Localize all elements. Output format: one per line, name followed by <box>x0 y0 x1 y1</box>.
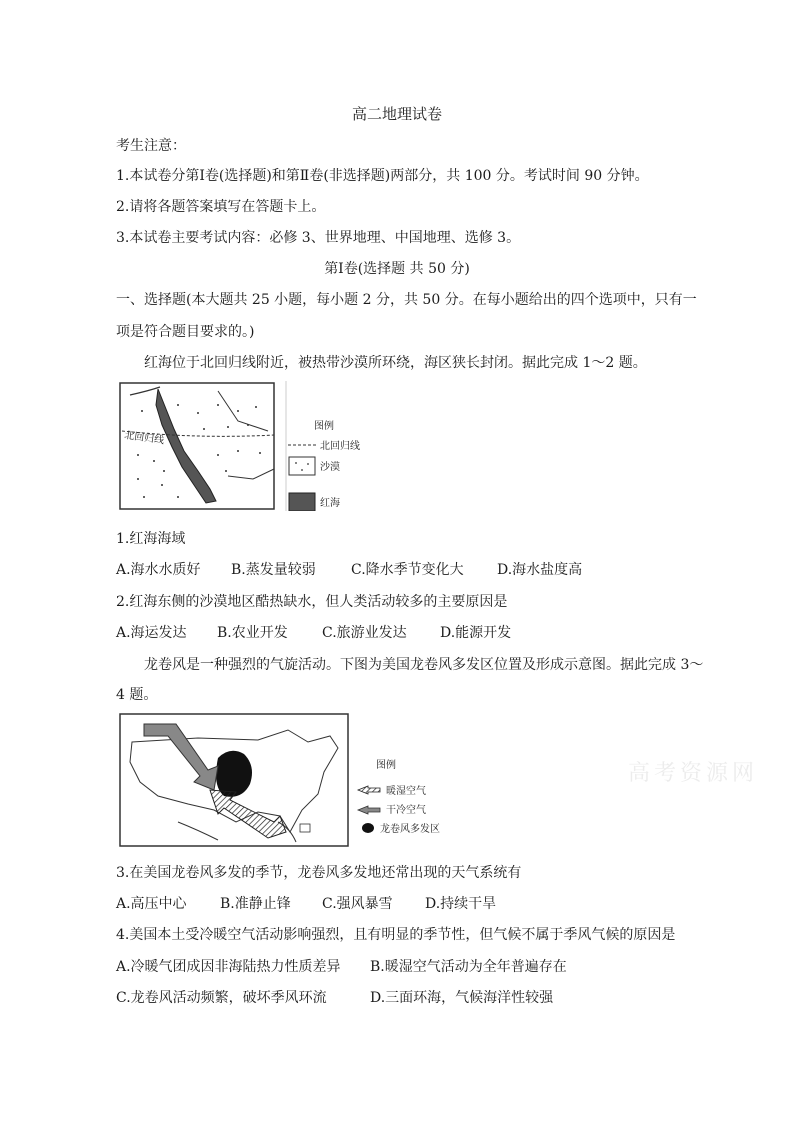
group1-stem: 红海位于北回归线附近，被热带沙漠所环绕，海区狭长封闭。据此完成 1～2 题。 <box>144 355 647 371</box>
legend-title: 图例 <box>314 421 334 432</box>
question-3-option-b[interactable]: B.准静止锋 <box>220 896 291 912</box>
question-1-option-b[interactable]: B.蒸发量较弱 <box>231 562 316 578</box>
notice-item: 3.本试卷主要考试内容：必修 3、世界地理、中国地理、选修 3。 <box>116 230 521 246</box>
question-4-option-a[interactable]: A.冷暖气团成因非海陆热力性质差异 <box>116 959 341 975</box>
red-sea-map <box>118 381 394 511</box>
legend-item-cold: 干冷空气 <box>386 805 426 816</box>
part-intro: 项是符合题目要求的。) <box>116 324 255 340</box>
question-2-option-a[interactable]: A.海运发达 <box>116 625 187 641</box>
question-2-stem: 2.红海东侧的沙漠地区酷热缺水，但人类活动较多的主要原因是 <box>116 594 508 610</box>
notice-item: 1.本试卷分第Ⅰ卷(选择题)和第Ⅱ卷(非选择题)两部分，共 100 分。考试时间 90 分钟。 <box>116 168 649 184</box>
notice-heading: 考生注意： <box>116 138 186 154</box>
question-4-stem: 4.美国本土受冷暖空气活动影响强烈，且有明显的季节性，但气候不属于季风气候的原因是 <box>116 927 676 943</box>
tropic-label: 北回归线 <box>123 430 165 447</box>
question-2-option-d[interactable]: D.能源开发 <box>440 625 512 641</box>
notice-item: 2.请将各题答案填写在答题卡上。 <box>116 199 326 215</box>
question-2-option-c[interactable]: C.旅游业发达 <box>322 625 407 641</box>
group2-stem: 龙卷风是一种强烈的气旋活动。下图为美国龙卷风多发区位置及形成示意图。据此完成 3～ <box>144 657 704 673</box>
question-3-stem: 3.在美国龙卷风多发的季节，龙卷风多发地还常出现的天气系统有 <box>116 865 522 881</box>
legend-item-redsea: 红海 <box>320 498 340 509</box>
question-1-option-c[interactable]: C.降水季节变化大 <box>351 562 464 578</box>
question-4-option-c[interactable]: C.龙卷风活动频繁，破坏季风环流 <box>116 990 327 1006</box>
group2-stem-cont: 4 题。 <box>116 687 158 703</box>
section-title: 第Ⅰ卷(选择题 共 50 分) <box>324 261 470 277</box>
question-4-option-d[interactable]: D.三面环海，气候海洋性较强 <box>370 990 554 1006</box>
question-3-option-a[interactable]: A.高压中心 <box>116 896 187 912</box>
part-intro: 一、选择题(本大题共 25 小题，每小题 2 分，共 50 分。在每小题给出的四个选项中，只有一 <box>116 292 697 308</box>
question-3-option-c[interactable]: C.强风暴雪 <box>322 896 393 912</box>
legend-item-warm: 暖湿空气 <box>386 786 426 797</box>
question-1-option-d[interactable]: D.海水盐度高 <box>497 562 583 578</box>
question-3-option-d[interactable]: D.持续干旱 <box>425 896 497 912</box>
legend-item-tropic: 北回归线 <box>320 441 360 452</box>
legend-title: 图例 <box>376 760 396 771</box>
question-1-option-a[interactable]: A.海水水质好 <box>116 562 201 578</box>
question-1-stem: 1.红海海域 <box>116 531 186 547</box>
watermark: 高考资源网 <box>628 761 759 786</box>
us-tornado-map <box>118 712 450 848</box>
legend-item-desert: 沙漠 <box>320 462 340 473</box>
page-title: 高二地理试卷 <box>351 105 442 123</box>
legend-item-tornado: 龙卷风多发区 <box>380 824 440 835</box>
question-4-option-b[interactable]: B.暖湿空气活动为全年普遍存在 <box>370 959 567 975</box>
question-2-option-b[interactable]: B.农业开发 <box>217 625 288 641</box>
